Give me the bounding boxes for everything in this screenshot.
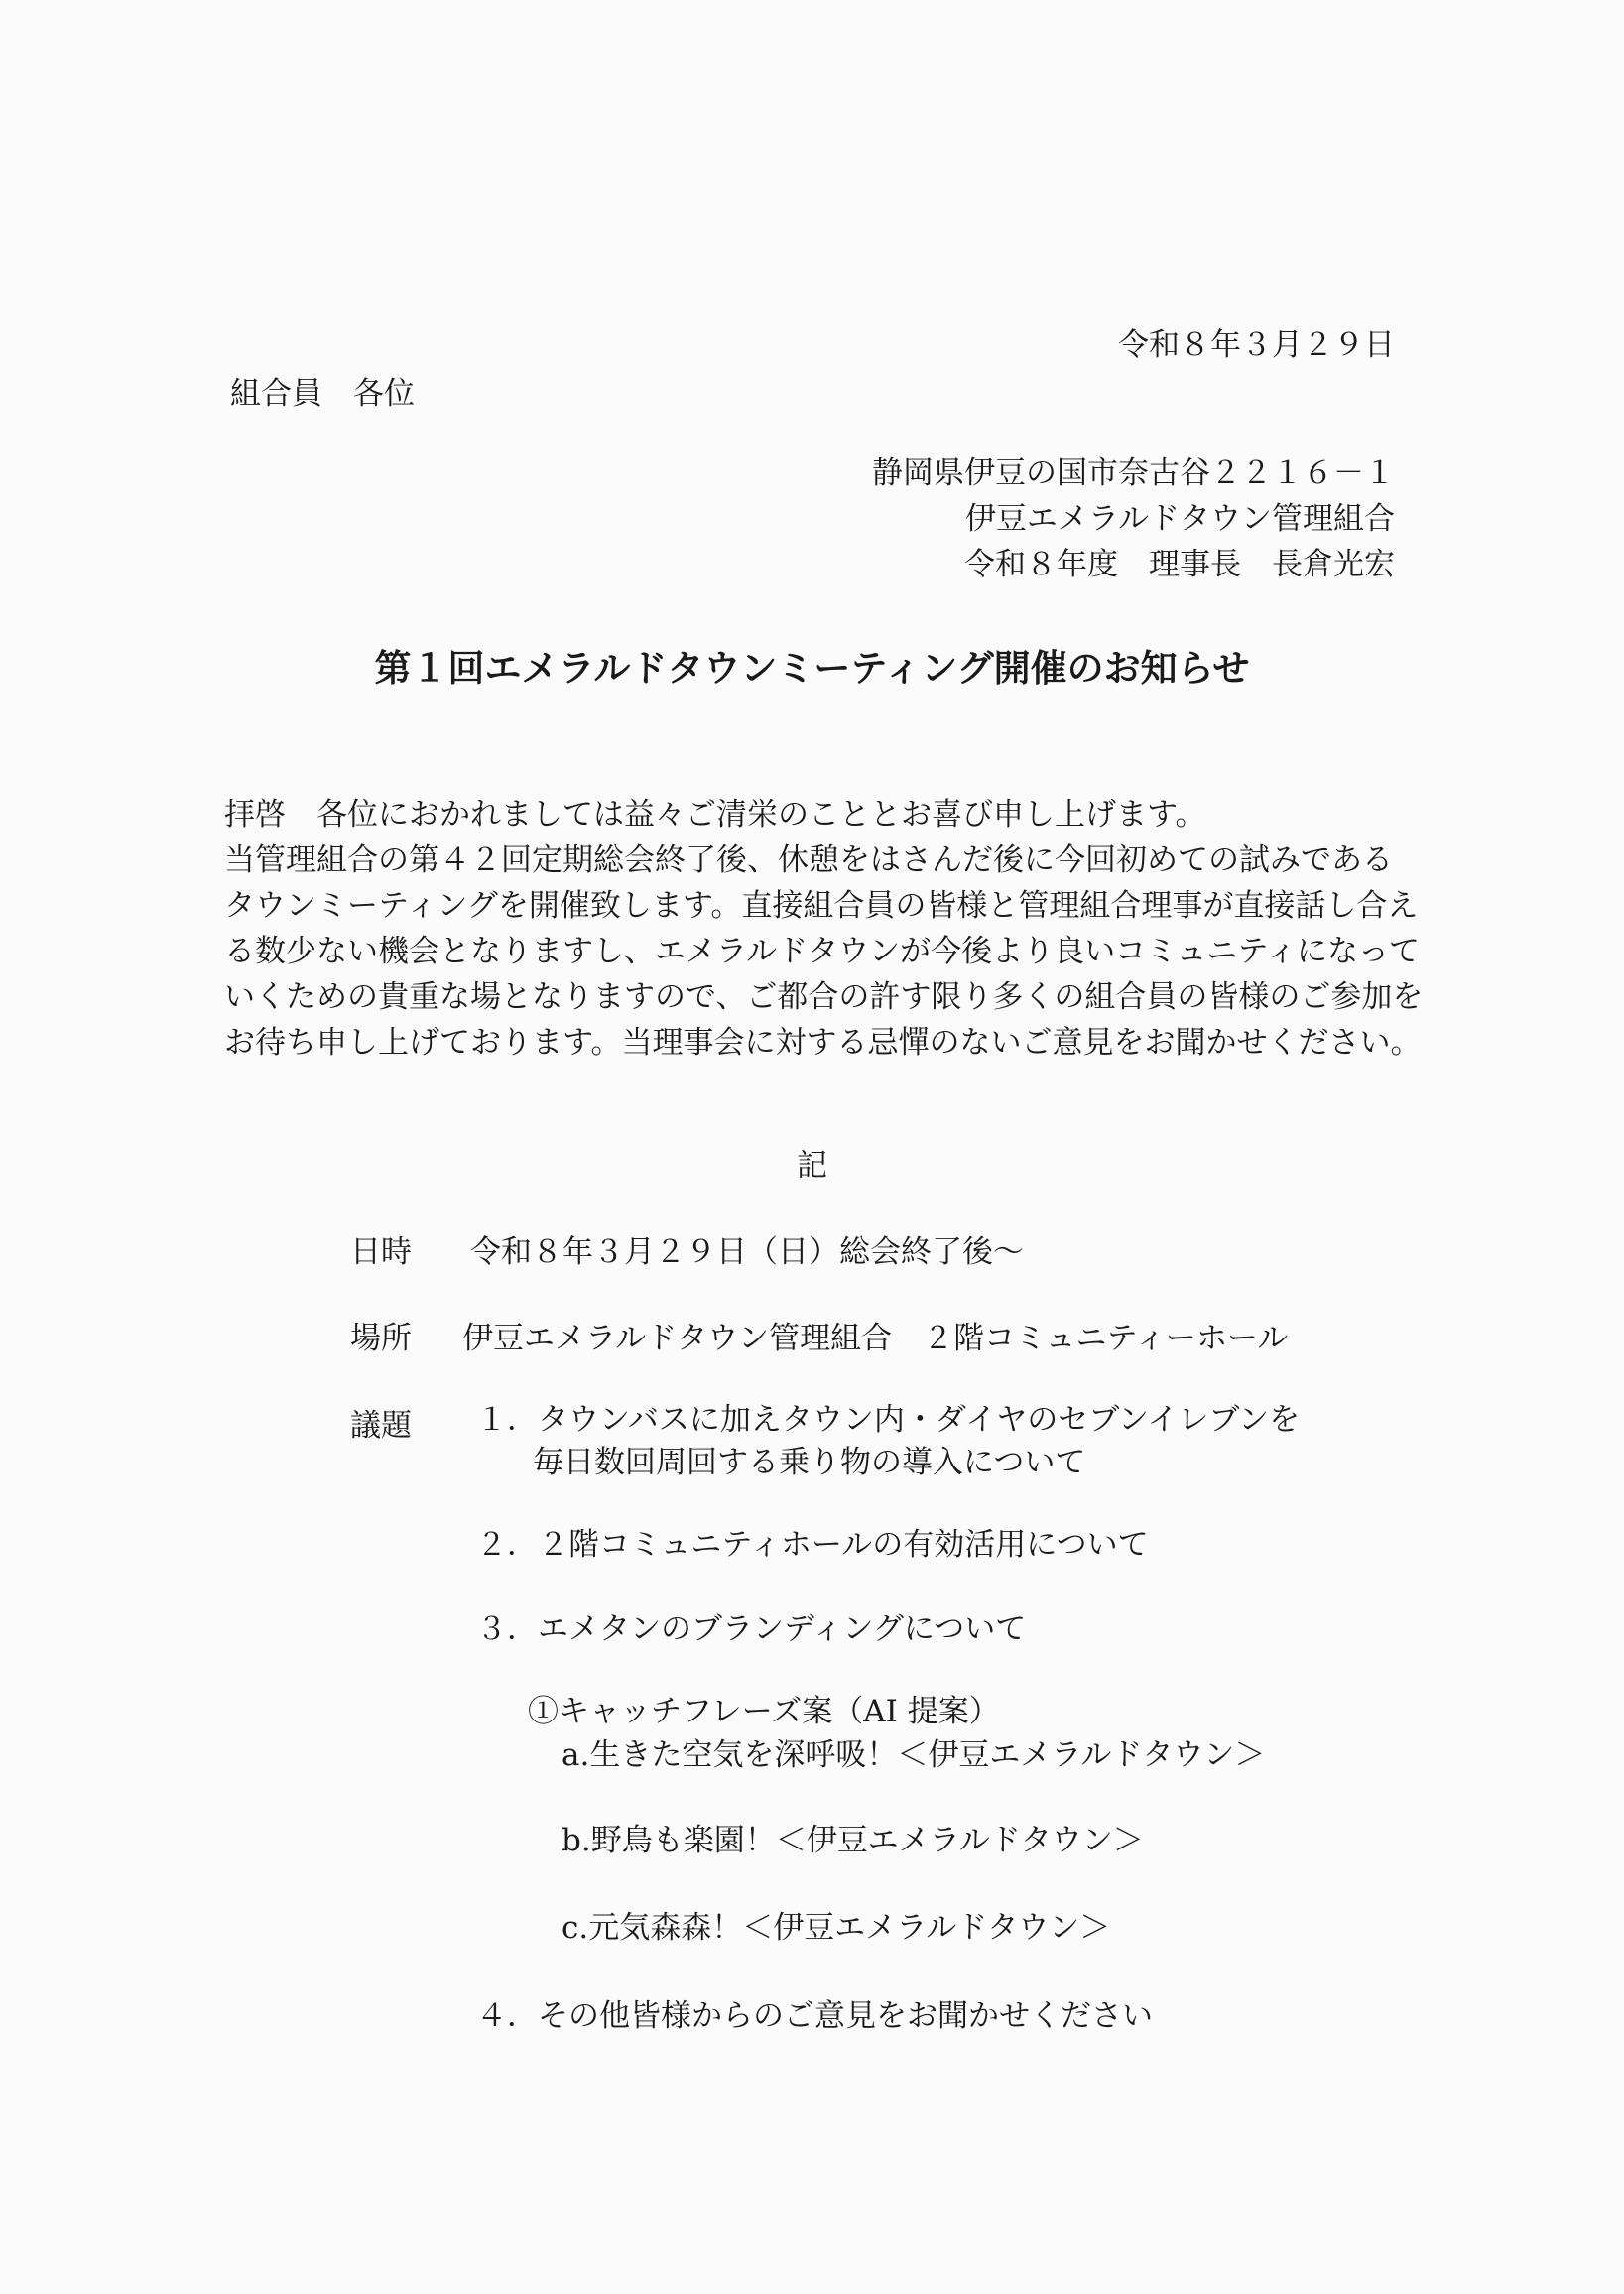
catchphrase-c: c.元気森森！＜伊豆エメラルドタウン＞ <box>562 1910 1111 1946</box>
catchphrase-b: b.野鳥も楽園！＜伊豆エメラルドタウン＞ <box>562 1823 1144 1858</box>
sender-address: 静岡県伊豆の国市奈古谷２２１６－１ <box>872 455 1395 491</box>
body-line: る数少ない機会となりますし、エメラルドタウンが今後より良いコミュニティになって <box>224 934 1420 969</box>
sender-representative: 令和８年度 理事長 長倉光宏 <box>964 547 1395 582</box>
body-line: 当管理組合の第４２回定期総会終了後、休憩をはさんだ後に今回初めての試みである <box>224 842 1393 878</box>
agenda-item-4: ４．その他皆様からのご意見をお聞かせください <box>476 1998 1153 2034</box>
body-line: 拝啓 各位におかれましては益々ご清栄のこととお喜び申し上げます。 <box>224 797 1206 832</box>
agenda-label: 議題 <box>350 1408 412 1444</box>
body-line: お待ち申し上げております。当理事会に対する忌憚のないご意見をお聞かせください。 <box>224 1025 1422 1061</box>
ki-heading: 記 <box>797 1148 827 1184</box>
recipient: 組合員 各位 <box>230 376 415 412</box>
agenda-item-1-line-1: １．タウンバスに加えタウン内・ダイヤのセブンイレブンを <box>476 1402 1301 1438</box>
agenda-item-2: ２．２階コミュニティホールの有効活用について <box>476 1527 1149 1563</box>
body-line: タウンミーティングを開催致します。直接組合員の皆様と管理組合理事が直接話し合え <box>224 888 1419 924</box>
body-paragraph <box>224 792 1424 1066</box>
agenda-item-3: ３．エメタンのブランディングについて <box>476 1611 1027 1647</box>
issue-date: 令和８年３月２９日 <box>1118 327 1395 363</box>
sender-organization: 伊豆エメラルドタウン管理組合 <box>964 501 1395 537</box>
body-line: いくための貴重な場となりますので、ご都合の許す限り多くの組合員の皆様のご参加を <box>224 979 1424 1015</box>
place-label: 場所 <box>350 1321 412 1356</box>
catchphrase-a: a.生きた空気を深呼吸！＜伊豆エメラルドタウン＞ <box>562 1737 1266 1773</box>
place-value: 伊豆エメラルドタウン管理組合 ２階コミュニティーホール <box>462 1321 1289 1356</box>
agenda-item-1-line-2: 毎日数回周回する乗り物の導入について <box>533 1445 1086 1480</box>
document-title: 第１回エメラルドタウンミーティング開催のお知らせ <box>374 646 1250 690</box>
datetime-value: 令和８年３月２９日（日）総会終了後～ <box>470 1234 1024 1270</box>
catchphrase-heading: ①キャッチフレーズ案（AI 提案） <box>528 1694 1000 1729</box>
sender-block <box>872 450 1395 587</box>
datetime-label: 日時 <box>350 1234 412 1270</box>
